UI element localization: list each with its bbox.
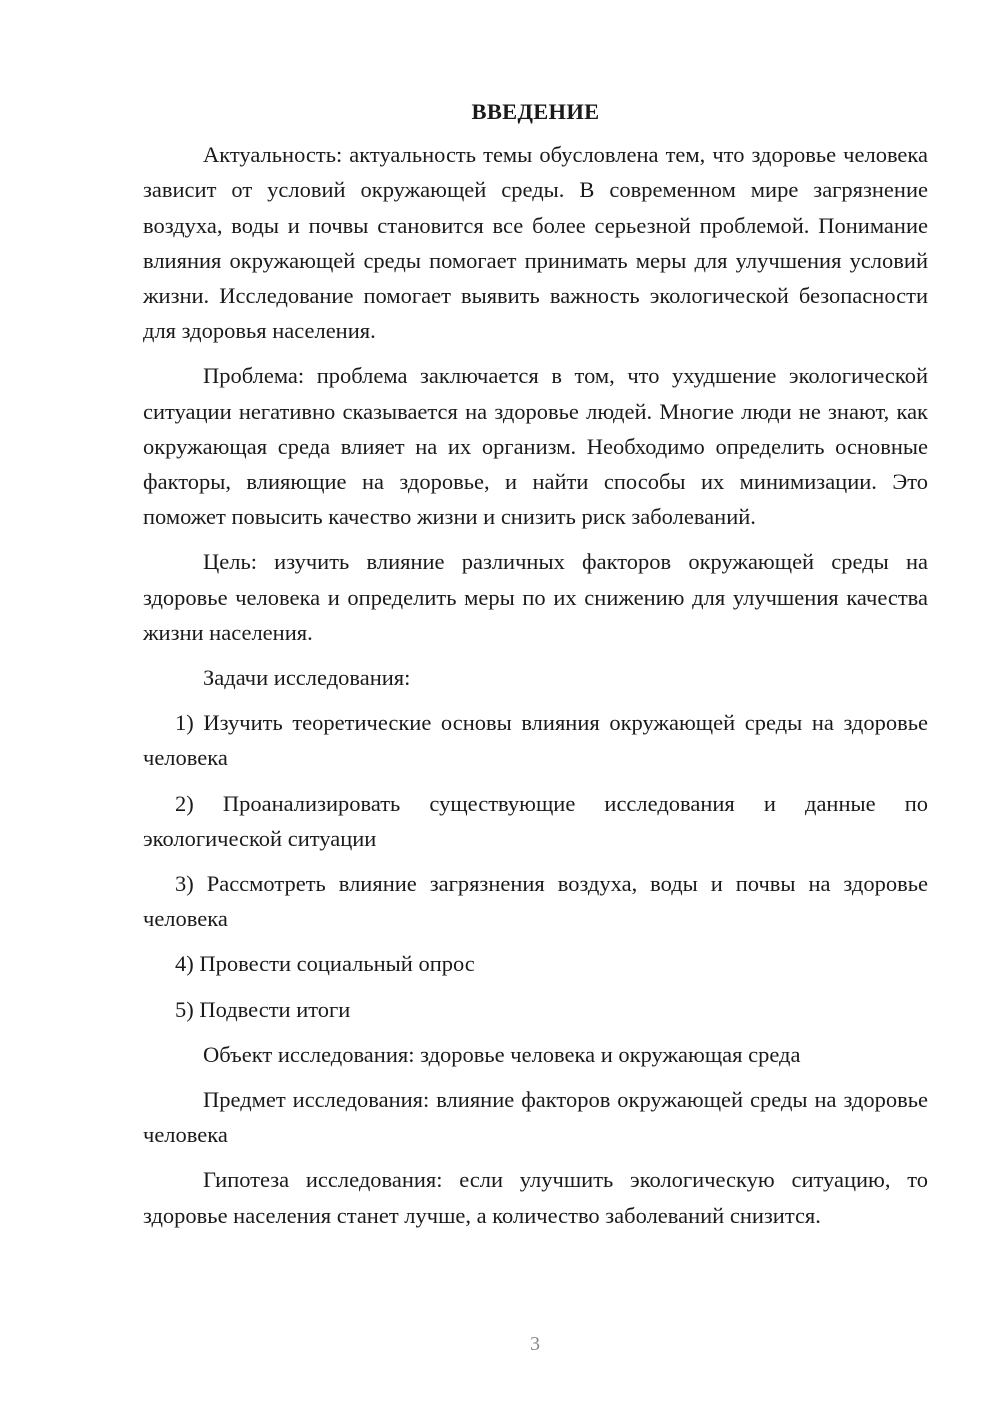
- paragraph-goal: Цель: изучить влияние различных факторов окружающей среды на здоровье человека и определить меры по их снижению для улучшения качества жизни населения.: [143, 549, 928, 645]
- task-item: 1) Изучить теоретические основы влияния окружающей среды на здоровье человека: [143, 710, 928, 771]
- page-title: ВВЕДЕНИЕ: [471, 99, 600, 124]
- paragraph-relevance: Актуальность: актуальность темы обусловлена тем, что здоровье человека зависит от условий окружающей среды. В современном мире загрязнение воздуха, воды и почвы становится все более серьезной проблемой. Понимание влияния окружающей среды помогает принимать меры для улучшения условий жизни. Исследование помогает выявить важность экологической безопасности для здоровья населения.: [143, 142, 928, 344]
- paragraph-subject: Предмет исследования: влияние факторов окружающей среды на здоровье человека: [143, 1087, 928, 1148]
- task-item: 4) Провести социальный опрос: [175, 951, 475, 977]
- paragraph-object: Объект исследования: здоровье человека и окружающая среда: [203, 1041, 801, 1067]
- paragraph-problem: Проблема: проблема заключается в том, что ухудшение экологической ситуации негативно сказывается на здоровье людей. Многие люди не знают, как окружающая среда влияет на их организм. Необходимо определить основные факторы, влияющие на здоровье, и найти способы их минимизации. Это поможет повысить качество жизни и снизить риск заболеваний.: [143, 363, 928, 530]
- task-item: 3) Рассмотреть влияние загрязнения воздуха, воды и почвы на здоровье человека: [143, 871, 928, 932]
- task-item: 5) Подвести итоги: [175, 996, 351, 1022]
- page-number: 3: [530, 1333, 540, 1355]
- task-item: 2) Проанализировать существующие исследования и данные по экологической ситуации: [143, 790, 928, 851]
- tasks-heading: Задачи исследования:: [203, 665, 411, 691]
- page-content: [143, 94, 928, 1243]
- paragraph-hypothesis: Гипотеза исследования: если улучшить экологическую ситуацию, то здоровье населения станет лучше, а количество заболеваний снизится.: [143, 1167, 928, 1228]
